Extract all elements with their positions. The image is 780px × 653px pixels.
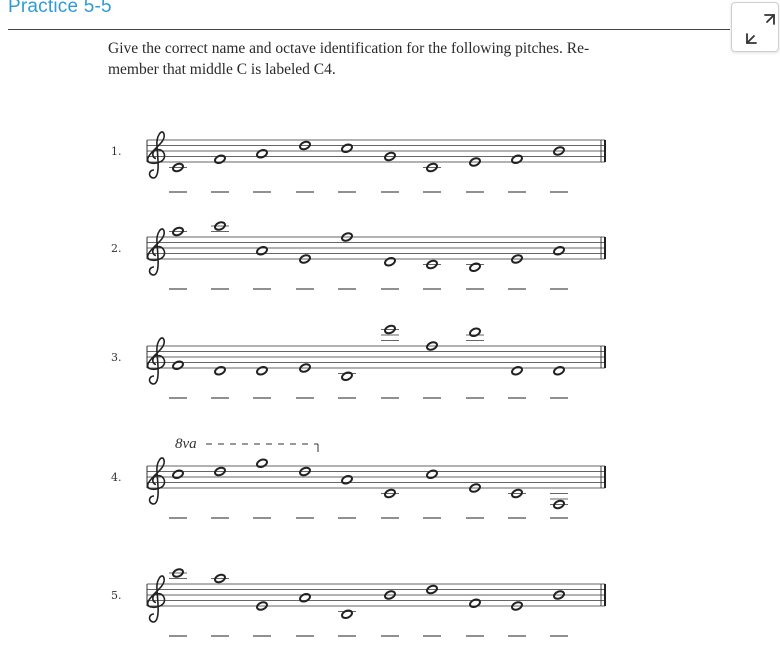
page-title: Practice 5-5 — [8, 0, 112, 17]
whole-note — [426, 469, 438, 479]
exercise-4 — [111, 436, 605, 518]
whole-note — [341, 609, 353, 619]
treble-clef-icon — [148, 229, 165, 275]
treble-clef-icon — [148, 132, 165, 178]
whole-note — [341, 475, 353, 485]
whole-note — [214, 366, 226, 376]
whole-note — [511, 154, 523, 164]
treble-clef-icon — [148, 338, 165, 384]
whole-note — [469, 327, 481, 337]
whole-note — [172, 469, 184, 479]
treble-clef-icon — [148, 576, 165, 622]
whole-note — [384, 257, 396, 267]
instructions-line-1: Give the correct name and octave identification for the following pitches. Re- — [108, 40, 590, 57]
whole-note — [256, 149, 268, 159]
exercise-2 — [111, 221, 605, 289]
whole-note — [256, 366, 268, 376]
whole-note — [553, 246, 565, 256]
exercise-number: 1. — [111, 145, 122, 158]
whole-note — [341, 371, 353, 381]
whole-note — [341, 143, 353, 153]
whole-note — [299, 593, 311, 603]
whole-note — [511, 366, 523, 376]
exercise-number: 5. — [111, 589, 122, 602]
whole-note — [172, 360, 184, 370]
exercise-5 — [111, 568, 605, 636]
whole-note — [256, 458, 268, 468]
whole-note — [256, 246, 268, 256]
whole-note — [553, 366, 565, 376]
whole-note — [214, 154, 226, 164]
exercise-number: 2. — [111, 242, 122, 255]
exercise-1 — [111, 132, 605, 192]
instructions-line-2: member that middle C is labeled C4. — [108, 61, 336, 78]
exercise-number: 3. — [111, 351, 122, 364]
ottava-label: 8va — [175, 436, 197, 452]
exercise-3 — [111, 324, 605, 398]
treble-clef-icon — [148, 458, 165, 504]
whole-note — [469, 262, 481, 272]
whole-note — [469, 598, 481, 608]
exercise-number: 4. — [111, 471, 122, 484]
